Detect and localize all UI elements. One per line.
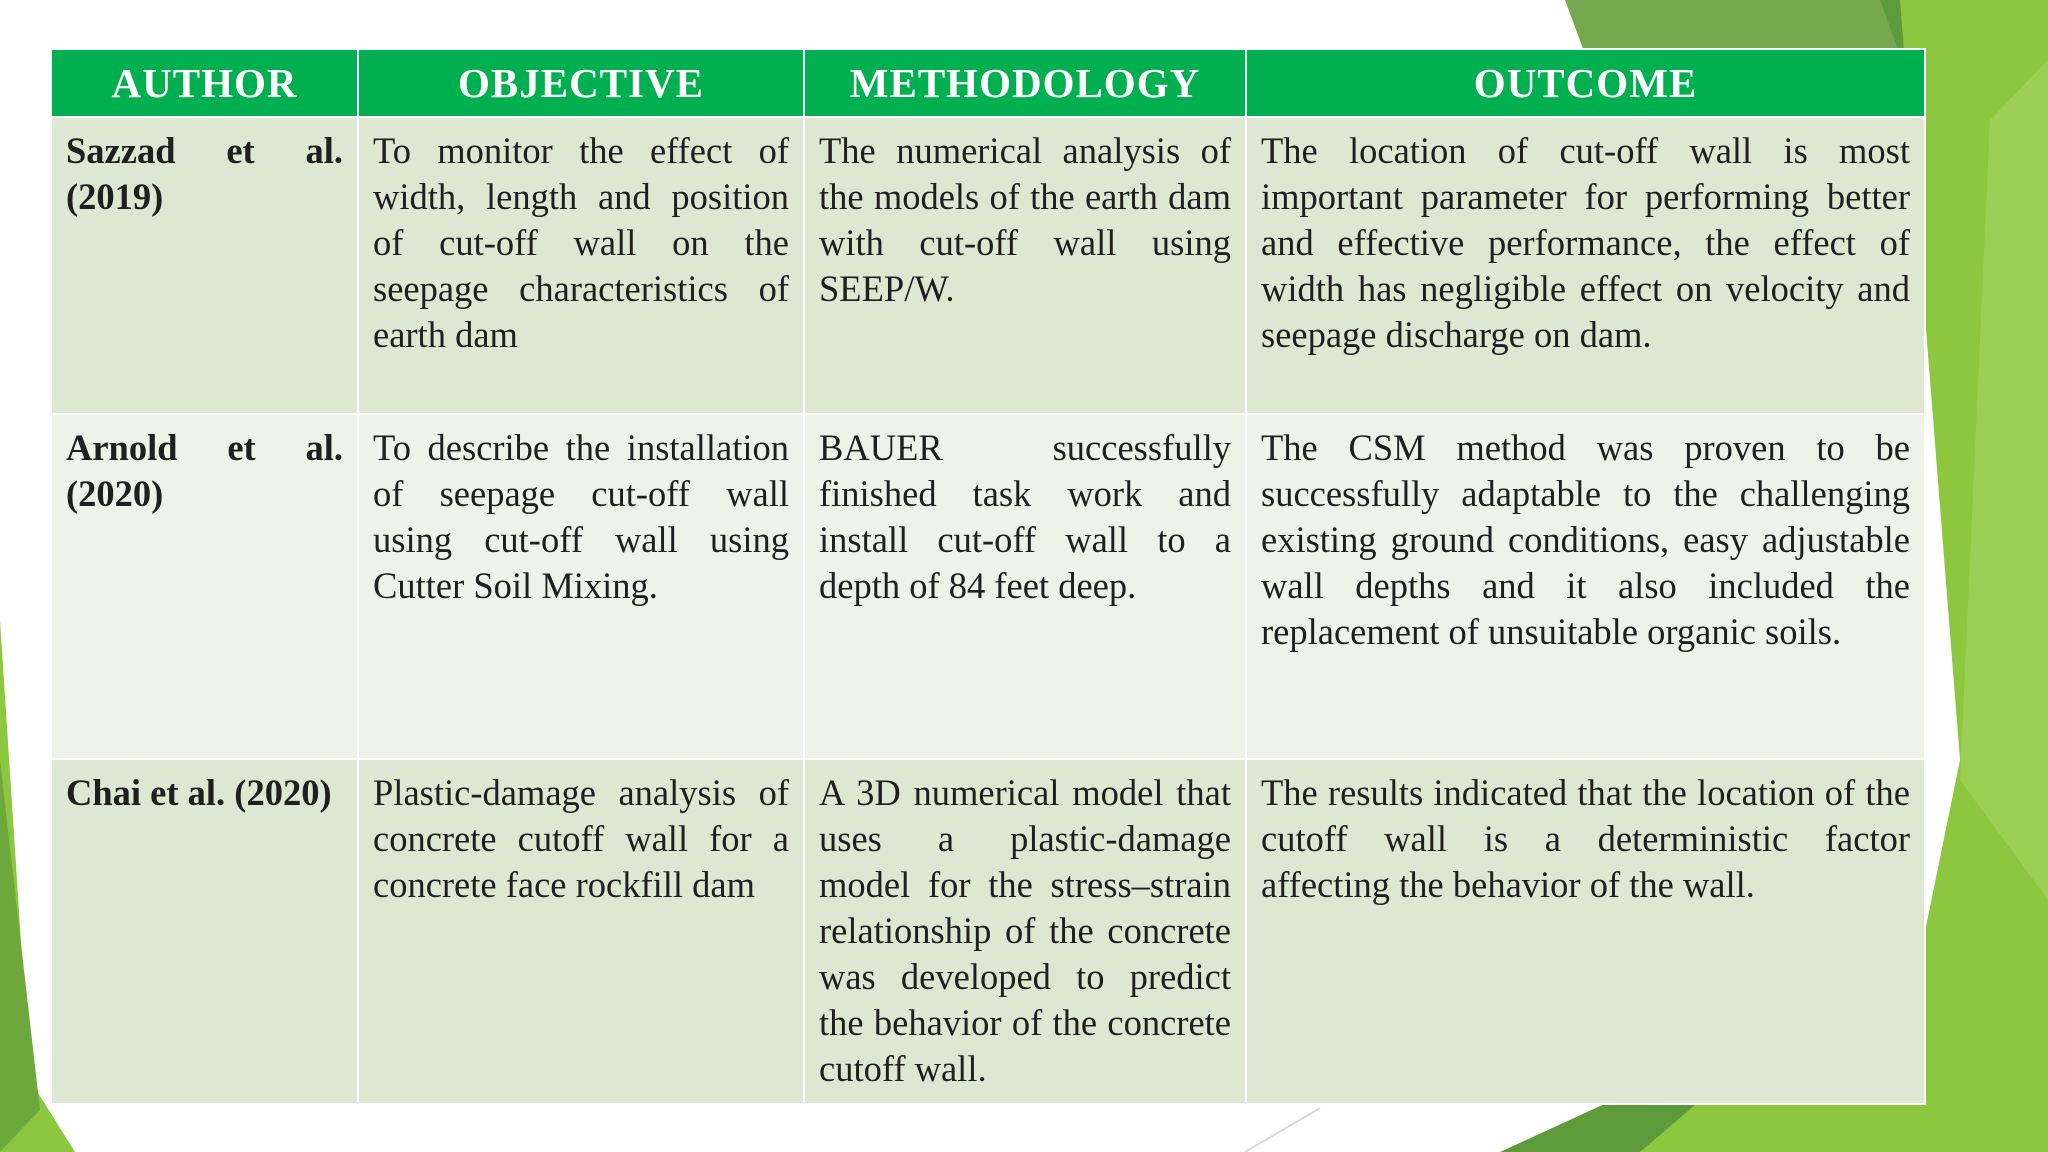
cell-methodology: The numerical analysis of the models of the earth dam with cut-off wall using SEEP/W. xyxy=(804,117,1246,414)
header-outcome: OUTCOME xyxy=(1246,49,1925,117)
cell-author: Sazzad et al. (2019) xyxy=(51,117,358,414)
cell-author: Chai et al. (2020) xyxy=(51,759,358,1104)
faint-diagonal-line xyxy=(1245,1108,1320,1152)
cell-author: Arnold et al. (2020) xyxy=(51,414,358,759)
cell-objective: To describe the installation of seepage cut-off wall using cut-off wall using Cutter Soil Mixing. xyxy=(358,414,804,759)
literature-review-table xyxy=(50,48,1926,1105)
table-header-row xyxy=(51,49,1925,117)
cell-methodology: A 3D numerical model that uses a plastic-damage model for the stress–strain relationship of the concrete was developed to predict the behavior of the concrete cutoff wall. xyxy=(804,759,1246,1104)
cell-methodology: BAUER successfully finished task work and install cut-off wall to a depth of 84 feet deep. xyxy=(804,414,1246,759)
cell-outcome: The results indicated that the location of the cutoff wall is a deterministic factor affecting the behavior of the wall. xyxy=(1246,759,1925,1104)
cell-outcome: The CSM method was proven to be successfully adaptable to the challenging existing ground conditions, easy adjustable wall depths and it also included the replacement of unsuitable organic soils. xyxy=(1246,414,1925,759)
cell-outcome: The location of cut-off wall is most important parameter for performing better and effective performance, the effect of width has negligible effect on velocity and seepage discharge on dam. xyxy=(1246,117,1925,414)
cell-objective: To monitor the effect of width, length and position of cut-off wall on the seepage characteristics of earth dam xyxy=(358,117,804,414)
cell-objective: Plastic-damage analysis of concrete cutoff wall for a concrete face rockfill dam xyxy=(358,759,804,1104)
header-objective: OBJECTIVE xyxy=(358,49,804,117)
table-row xyxy=(51,117,1925,414)
table-row xyxy=(51,759,1925,1104)
table-row xyxy=(51,414,1925,759)
literature-review-table-wrapper xyxy=(50,48,1924,1103)
header-methodology: METHODOLOGY xyxy=(804,49,1246,117)
facet-left-dark xyxy=(0,760,40,1152)
header-author: AUTHOR xyxy=(51,49,358,117)
